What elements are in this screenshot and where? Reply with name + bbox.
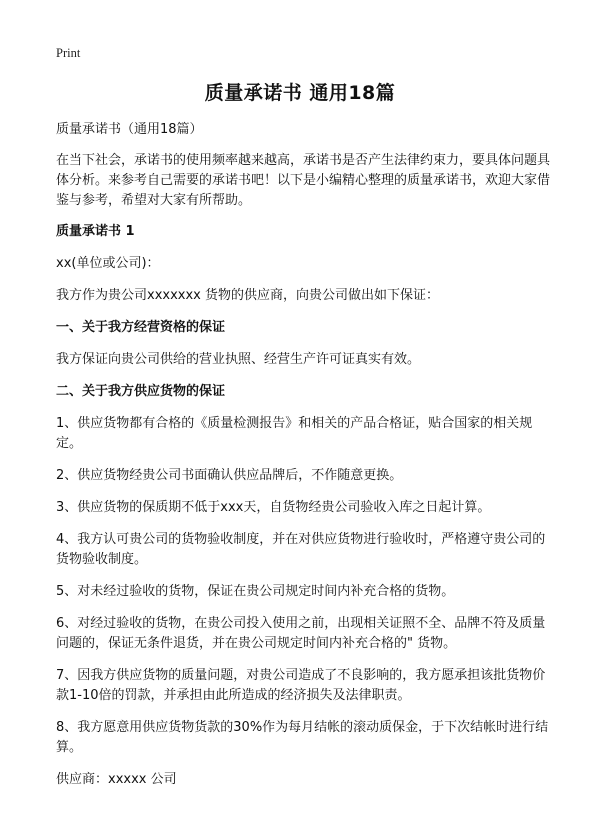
list-item: 5、对未经过验收的货物，保证在贵公司规定时间内补充合格的货物。 xyxy=(56,584,455,599)
list-item: 1、供应货物都有合格的《质量检测报告》和相关的产品合格证，贴合国家的相关规定。 xyxy=(56,416,533,451)
print-label[interactable]: Print xyxy=(56,46,81,60)
list-item: 2、供应货物经贵公司书面确认供应品牌后，不作随意更换。 xyxy=(56,468,403,483)
addressee-line: xx(单位或公司)： xyxy=(56,256,160,271)
list-item: 4、我方认可贵公司的货物验收制度，并在对供应货物进行验收时，严格遵守贵公司的货物验收制度。 xyxy=(56,532,546,567)
list-item: 8、我方愿意用供应货物货款的30%作为每月结帐的滚动质保金，于下次结帐时进行结算。 xyxy=(56,720,549,755)
intro-paragraph: 在当下社会，承诺书的使用频率越来越高，承诺书是否产生法律约束力，要具体问题具体分析。来参考自己需要的承诺书吧！以下是小编精心整理的质量承诺书，欢迎大家借鉴与参考，希望对大家有所帮助。 xyxy=(56,153,551,208)
signature-line: 供应商：xxxxx 公司 xyxy=(56,772,177,787)
heading-qualification: 一、关于我方经营资格的保证 xyxy=(56,320,226,335)
list-item: 6、对经过验收的货物，在贵公司投入使用之前，出现相关证照不全、品牌不符及质量问题的，保证无条件退货，并在贵公司规定时间内补充合格的" 货物。 xyxy=(56,616,546,651)
list-item: 7、因我方供应货物的质量问题，对贵公司造成了不良影响的，我方愿承担该批货物价款1-10倍的罚款，并承担由此所造成的经济损失及法律职责。 xyxy=(56,668,546,703)
heading-goods: 二、关于我方供应货物的保证 xyxy=(56,384,226,399)
page-title: 质量承诺书 通用18篇 xyxy=(204,82,396,104)
qualification-paragraph: 我方保证向贵公司供给的营业执照、经营生产许可证真实有效。 xyxy=(56,352,421,367)
list-item: 3、供应货物的保质期不低于xxx天，自货物经贵公司验收入库之日起计算。 xyxy=(56,500,491,515)
document-subtitle: 质量承诺书（通用18篇） xyxy=(56,122,203,137)
section-heading: 质量承诺书 1 xyxy=(56,224,135,239)
opening-paragraph: 我方作为贵公司xxxxxxx 货物的供应商，向贵公司做出如下保证： xyxy=(56,288,439,303)
document-body xyxy=(56,120,556,802)
